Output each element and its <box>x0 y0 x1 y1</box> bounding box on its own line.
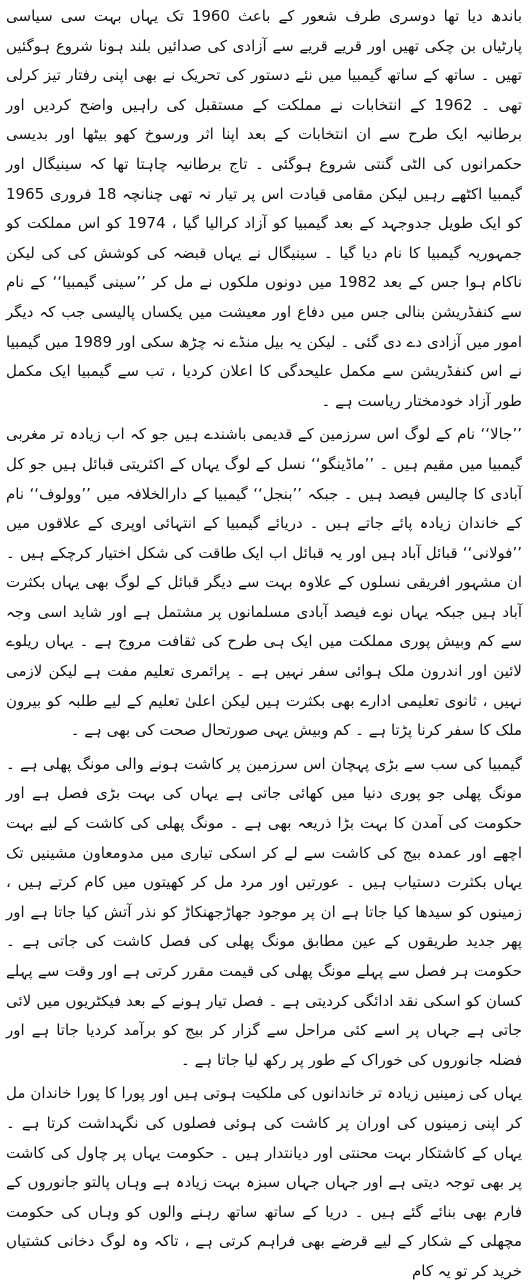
paragraph-land-ownership: یہاں کی زمینیں زیادہ تر خاندانوں کی ملکیت ہوتی ہیں اور پورا کا پورا خاندان مل کر اپنی زمینوں کی اوران پر کاشت کی ہوئی فصلوں کی نگہداشت کرتا ہے ۔ یہاں کے کاشتکار بہت محنتی اور دیانتدار ہیں ۔ حکومت یہاں پر چاول کی کاشت پر بھی توجہ دیتی ہے اور جہاں جہاں سبزہ بہت زیادہ ہے وہاں پالتو جانوروں کے فارم بھی بنائے گئے ہیں ۔ دریا کے ساتھ ساتھ رہنے والوں کو وہاں کی حکومت مچھلی کے شکار کے لیے قرضے بھی فراہم کرتی ہے ، تاکہ وہ لوگ دخانی کشتیاں خرید کر تو یہ کام <box>6 1084 522 1280</box>
paragraph-groundnut-farming: گیمبیا کی سب سے بڑی پہچان اس سرزمین پر کاشت ہونے والی مونگ پھلی ہے ۔ مونگ پھلی جو پوری دنیا میں کھائی جاتی ہے یہاں کی بہت بڑی فصل ہے اور حکومت کی آمدن کا بہت بڑا ذریعہ بھی ہے ۔ مونگ پھلی کی کاشت کے لیے بہت اچھے اور عمدہ بیج کی کاشت سے لے کر اسکی تیاری میں مدومعاون مشینیں تک یہاں بکثرت دستیاب ہیں ۔ عورتیں اور مرد مل کر کھیتوں میں کام کرتے ہیں ، زمینوں کو سیدھا کیا جاتا ہے ان پر موجود جھاڑجھنکاڑ کو نذر آتش کیا جاتا ہے اور پھر جدید طریقوں کے عین مطابق مونگ پھلی کی فصل کاشت کی جاتی ہے ۔ حکومت ہر فصل سے پہلے مونگ پھلی کی قیمت مقرر کرتی ہے اور وقت سے پہلے کسان کو اسکی نقد ادائگی کردیتی ہے ۔ فصل تیار ہونے کے بعد فیکٹریوں میں لائی جاتی ہے جہاں پر اسے کئی مراحل سے گزار کر بیج کو برآمد کردیا جاتا ہے اور فضلہ جانوروں کی خوراک کے طور پر رکھ لیا جاتا ہے ۔ <box>6 754 522 1069</box>
paragraph-independence-history: باندھ دیا تھا دوسری طرف شعور کے باعث 1960 تک یہاں بہت سی سیاسی پارٹیاں بن چکی تھیں اور قریے قریے سے آزادی کی صدائیں بلند ہونا شروع ہوگئیں تھیں ۔ ساتھ کے ساتھ گیمبیا میں نئے دستور کی تحریک نے بھی اپنی رفتار تیز کرلی تھی ۔ 1962 کے انتخابات نے مملکت کے مستقبل کی راہیں واضح کردیں اور برطانیہ ایک طرح سے ان انتخابات کے بعد اپنا اثر ورسوخ کھو بیٹھا اور بدیسی حکمرانوں کی الٹی گنتی شروع ہوگئی ۔ تاج برطانیہ چاہتا تھا کہ سینیگال اور گیمبیا اکٹھے رہیں لیکن مقامی قیادت اس پر تیار نہ تھی چنانچہ 18 فروری 1965 کو ایک طویل جدوجہد کے بعد گیمبیا کو آزاد کرالیا گیا ، 1974 کو اس مملکت کو جمہوریہ گیمبیا کا نام دیا گیا ۔ سینیگال نے یہاں قبضہ کی کوشش کی کی لیکن ناکام ہوا جس کے بعد 1982 میں دونوں ملکوں نے مل کر ’’سینی گیمبیا‘‘ کے نام سے کنفڈریشن بنالی جس میں دفاع اور معیشت میں یکساں پالیسی جب کہ دیگر امور میں آزادی دے دی گئی ۔ لیکن یہ بیل منڈے نہ چڑھ سکی اور 1989 میں گیمبیا نے اس کنفڈریشن سے مکمل علیحدگی کا اعلان کردیا ، تب سے گیمبیا ایک مکمل طور آزاد خودمختار ریاست ہے ۔ <box>6 7 523 410</box>
paragraph-ethnic-groups: ’’جالا‘‘ نام کے لوگ اس سرزمین کے قدیمی باشندے ہیں جو کہ اب زیادہ تر مغربی گیمبیا میں مقیم ہیں ۔ ’’ماڈینگو‘‘ نسل کے لوگ یہاں کے اکثریتی قبائل ہیں جو کل آبادی کا چالیس فیصد ہیں ۔ جبکہ ’’بنجل‘‘ گیمبیا کے دارالخلافہ میں ’’وولوف‘‘ نام کے خاندان زیادہ پائے جاتے ہیں ۔ دریائے گیمبیا کے انتہائی اوپری کے علاقوں میں ’’فولانی‘‘ قبائل آباد ہیں اور یہ قبائل اب ایک طاقت کی شکل اختیار کرچکے ہیں ۔ ان مشہور افریقی نسلوں کے علاوہ بہت سے دیگر قبائل کے لوگ بھی یہاں بکثرت آباد ہیں جبکہ یہاں نوے فیصد آبادی مسلمانوں پر مشتمل ہے اور شاید اسی وجہ سے کم وبیش پوری مملکت میں ایک ہی طرح کی ثقافت مروج ہے ۔ یہاں ریلوے لائین اور اندرون ملک ہوائی سفر نہیں ہے ۔ پرائمری تعلیم مفت ہے لیکن لازمی نہیں ، ثانوی تعلیمی ادارے بھی بکثرت ہیں لیکن اعلیٰ تعلیم کے لیے طلبہ کو بیرون ملک کا سفر کرنا پڑتا ہے ۔ کم وبیش یہی صورتحال صحت کی بھی ہے ۔ <box>6 425 522 740</box>
